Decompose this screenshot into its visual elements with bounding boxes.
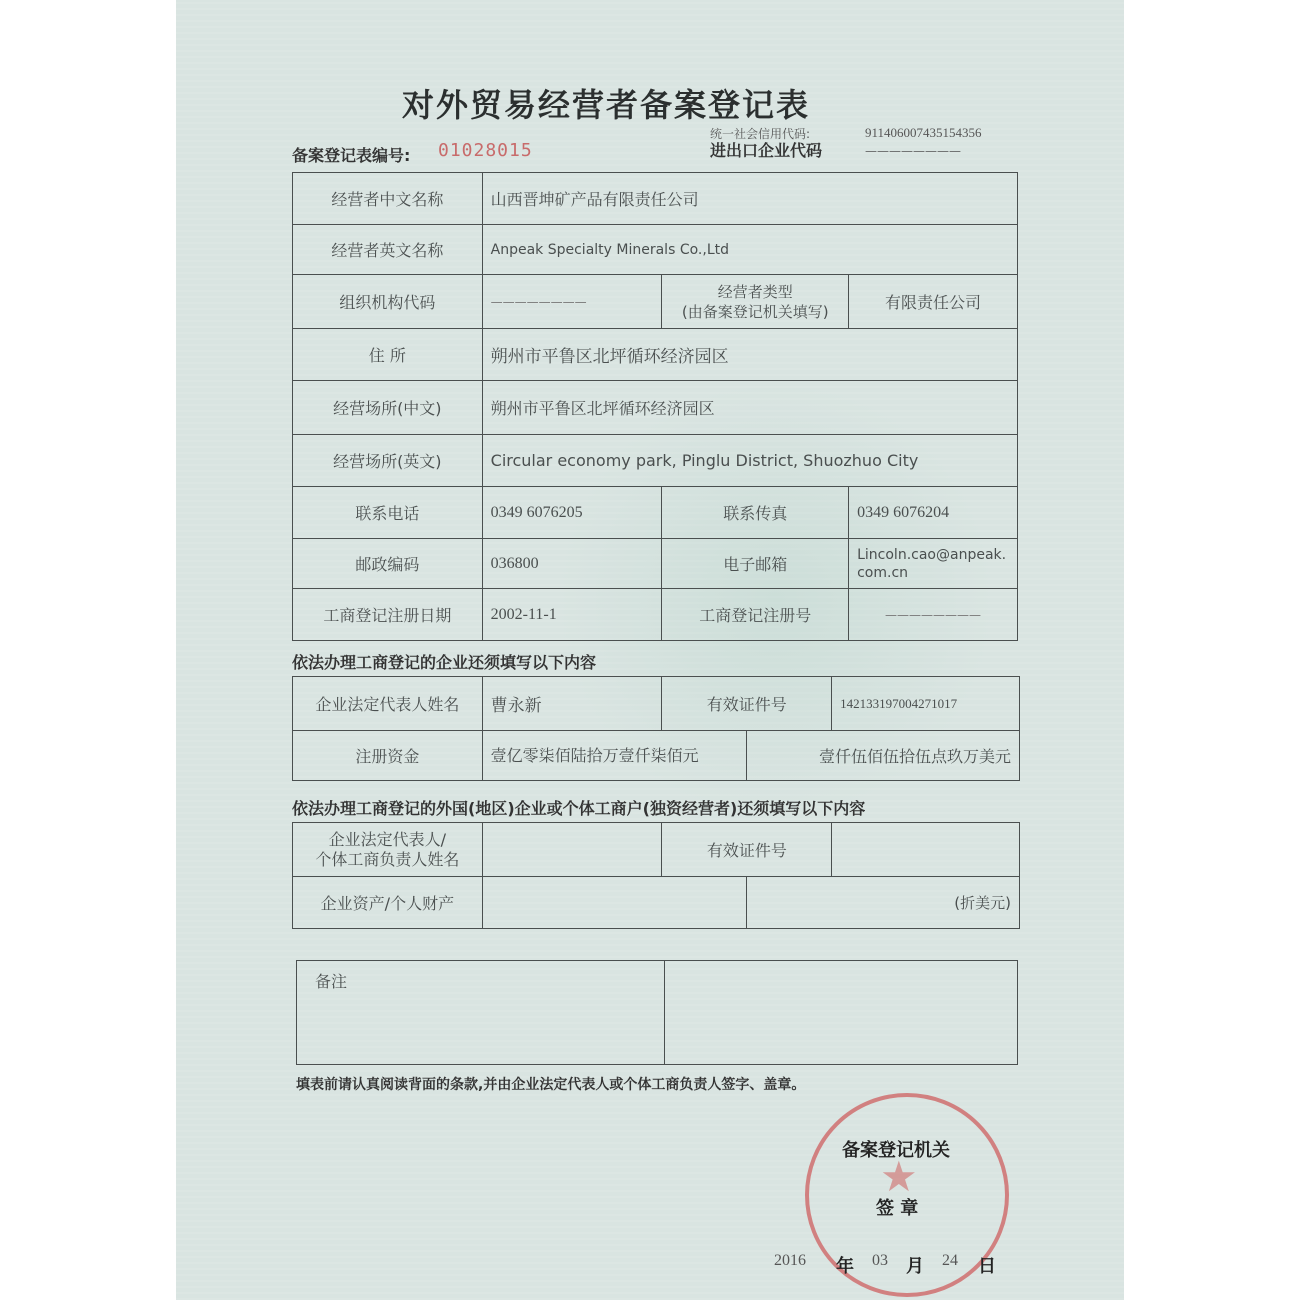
operator-type-label-line1: 经营者类型 — [717, 282, 793, 301]
place-cn-value: 朔州市平鲁区北坪循环经济园区 — [482, 381, 1017, 435]
assets-label: 企业资产/个人财产 — [293, 877, 483, 929]
fax-value: 0349 6076204 — [849, 487, 1018, 539]
reg-no-label: 备案登记表编号: — [292, 146, 411, 165]
capital-usd-value: 壹仟伍佰伍拾伍点玖万美元 — [747, 731, 1020, 781]
foreign-rep-value — [482, 823, 662, 877]
en-name-value: Anpeak Specialty Minerals Co.,Ltd — [482, 225, 1017, 275]
form-title: 对外贸易经营者备案登记表 — [402, 86, 811, 124]
date-day-unit: 日 — [978, 1256, 996, 1277]
foreign-rep-label — [293, 823, 483, 877]
reg-date-label: 工商登记注册日期 — [293, 589, 483, 641]
ie-code-label: 进出口企业代码 — [710, 141, 823, 160]
place-cn-label: 经营场所(中文) — [293, 381, 483, 435]
address-value: 朔州市平鲁区北坪循环经济园区 — [482, 329, 1017, 381]
address-label: 住 所 — [293, 329, 483, 381]
zip-label: 邮政编码 — [293, 539, 483, 589]
capital-label: 注册资金 — [293, 731, 483, 781]
place-en-value: Circular economy park, Pinglu District, Shuozhuo City — [482, 435, 1017, 487]
remarks-table — [296, 960, 1018, 1065]
place-en-label: 经营场所(英文) — [293, 435, 483, 487]
legal-rep-value: 曹永新 — [482, 677, 662, 731]
main-info-table — [292, 172, 1018, 641]
seal-label: 签 章 — [876, 1198, 919, 1219]
org-code-label: 组织机构代码 — [293, 275, 483, 329]
reg-date-value: 2002-11-1 — [482, 589, 662, 641]
operator-type-value: 有限责任公司 — [849, 275, 1018, 329]
date-year: 2016 — [774, 1252, 806, 1269]
email-value: Lincoln.cao@anpeak.com.cn — [849, 539, 1018, 589]
seal-star-icon: ★ — [880, 1152, 918, 1201]
legal-id-label: 有效证件号 — [662, 677, 832, 731]
cn-name-value: 山西晋坤矿产品有限责任公司 — [482, 173, 1017, 225]
credit-code-value: 911406007435154356 — [865, 125, 982, 140]
assets-value — [482, 877, 747, 929]
assets-unit: (折美元) — [747, 877, 1020, 929]
reg-num-value: ———————— — [849, 589, 1018, 641]
remarks-label: 备注 — [297, 961, 665, 1065]
phone-value: 0349 6076205 — [482, 487, 662, 539]
fax-label: 联系传真 — [662, 487, 849, 539]
legal-rep-table — [292, 676, 1020, 781]
reg-no-value: 01028015 — [438, 140, 533, 161]
ie-code-value: ———————— — [865, 144, 961, 158]
en-name-label: 经营者英文名称 — [293, 225, 483, 275]
legal-id-value: 142133197004271017 — [832, 677, 1020, 731]
phone-label: 联系电话 — [293, 487, 483, 539]
date-year-unit: 年 — [836, 1256, 854, 1277]
reg-num-label: 工商登记注册号 — [662, 589, 849, 641]
operator-type-label-line2: (由备案登记机关填写) — [681, 302, 829, 321]
section-foreign-heading: 依法办理工商登记的外国(地区)企业或个体工商户(独资经营者)还须填写以下内容 — [292, 799, 866, 818]
capital-value: 壹亿零柒佰陆拾万壹仟柒佰元 — [482, 731, 747, 781]
foreign-id-value — [832, 823, 1020, 877]
section-domestic-heading: 依法办理工商登记的企业还须填写以下内容 — [292, 653, 597, 672]
foreign-rep-label-line1: 企业法定代表人/ — [328, 829, 447, 849]
authority-label: 备案登记机关 — [842, 1140, 950, 1161]
legal-rep-label: 企业法定代表人姓名 — [293, 677, 483, 731]
footer-note: 填表前请认真阅读背面的条款,并由企业法定代表人或个体工商负责人签字、盖章。 — [296, 1077, 806, 1093]
date-day: 24 — [942, 1252, 958, 1269]
date-month: 03 — [872, 1252, 888, 1269]
remarks-value — [664, 961, 1017, 1065]
foreign-table — [292, 822, 1020, 929]
email-label: 电子邮箱 — [662, 539, 849, 589]
cn-name-label: 经营者中文名称 — [293, 173, 483, 225]
foreign-id-label: 有效证件号 — [662, 823, 832, 877]
zip-value: 036800 — [482, 539, 662, 589]
org-code-value: ———————— — [482, 275, 662, 329]
credit-code-label: 统一社会信用代码: — [710, 127, 811, 141]
foreign-rep-label-line2: 个体工商负责人姓名 — [315, 849, 460, 869]
operator-type-label — [662, 275, 849, 329]
date-month-unit: 月 — [906, 1256, 924, 1277]
